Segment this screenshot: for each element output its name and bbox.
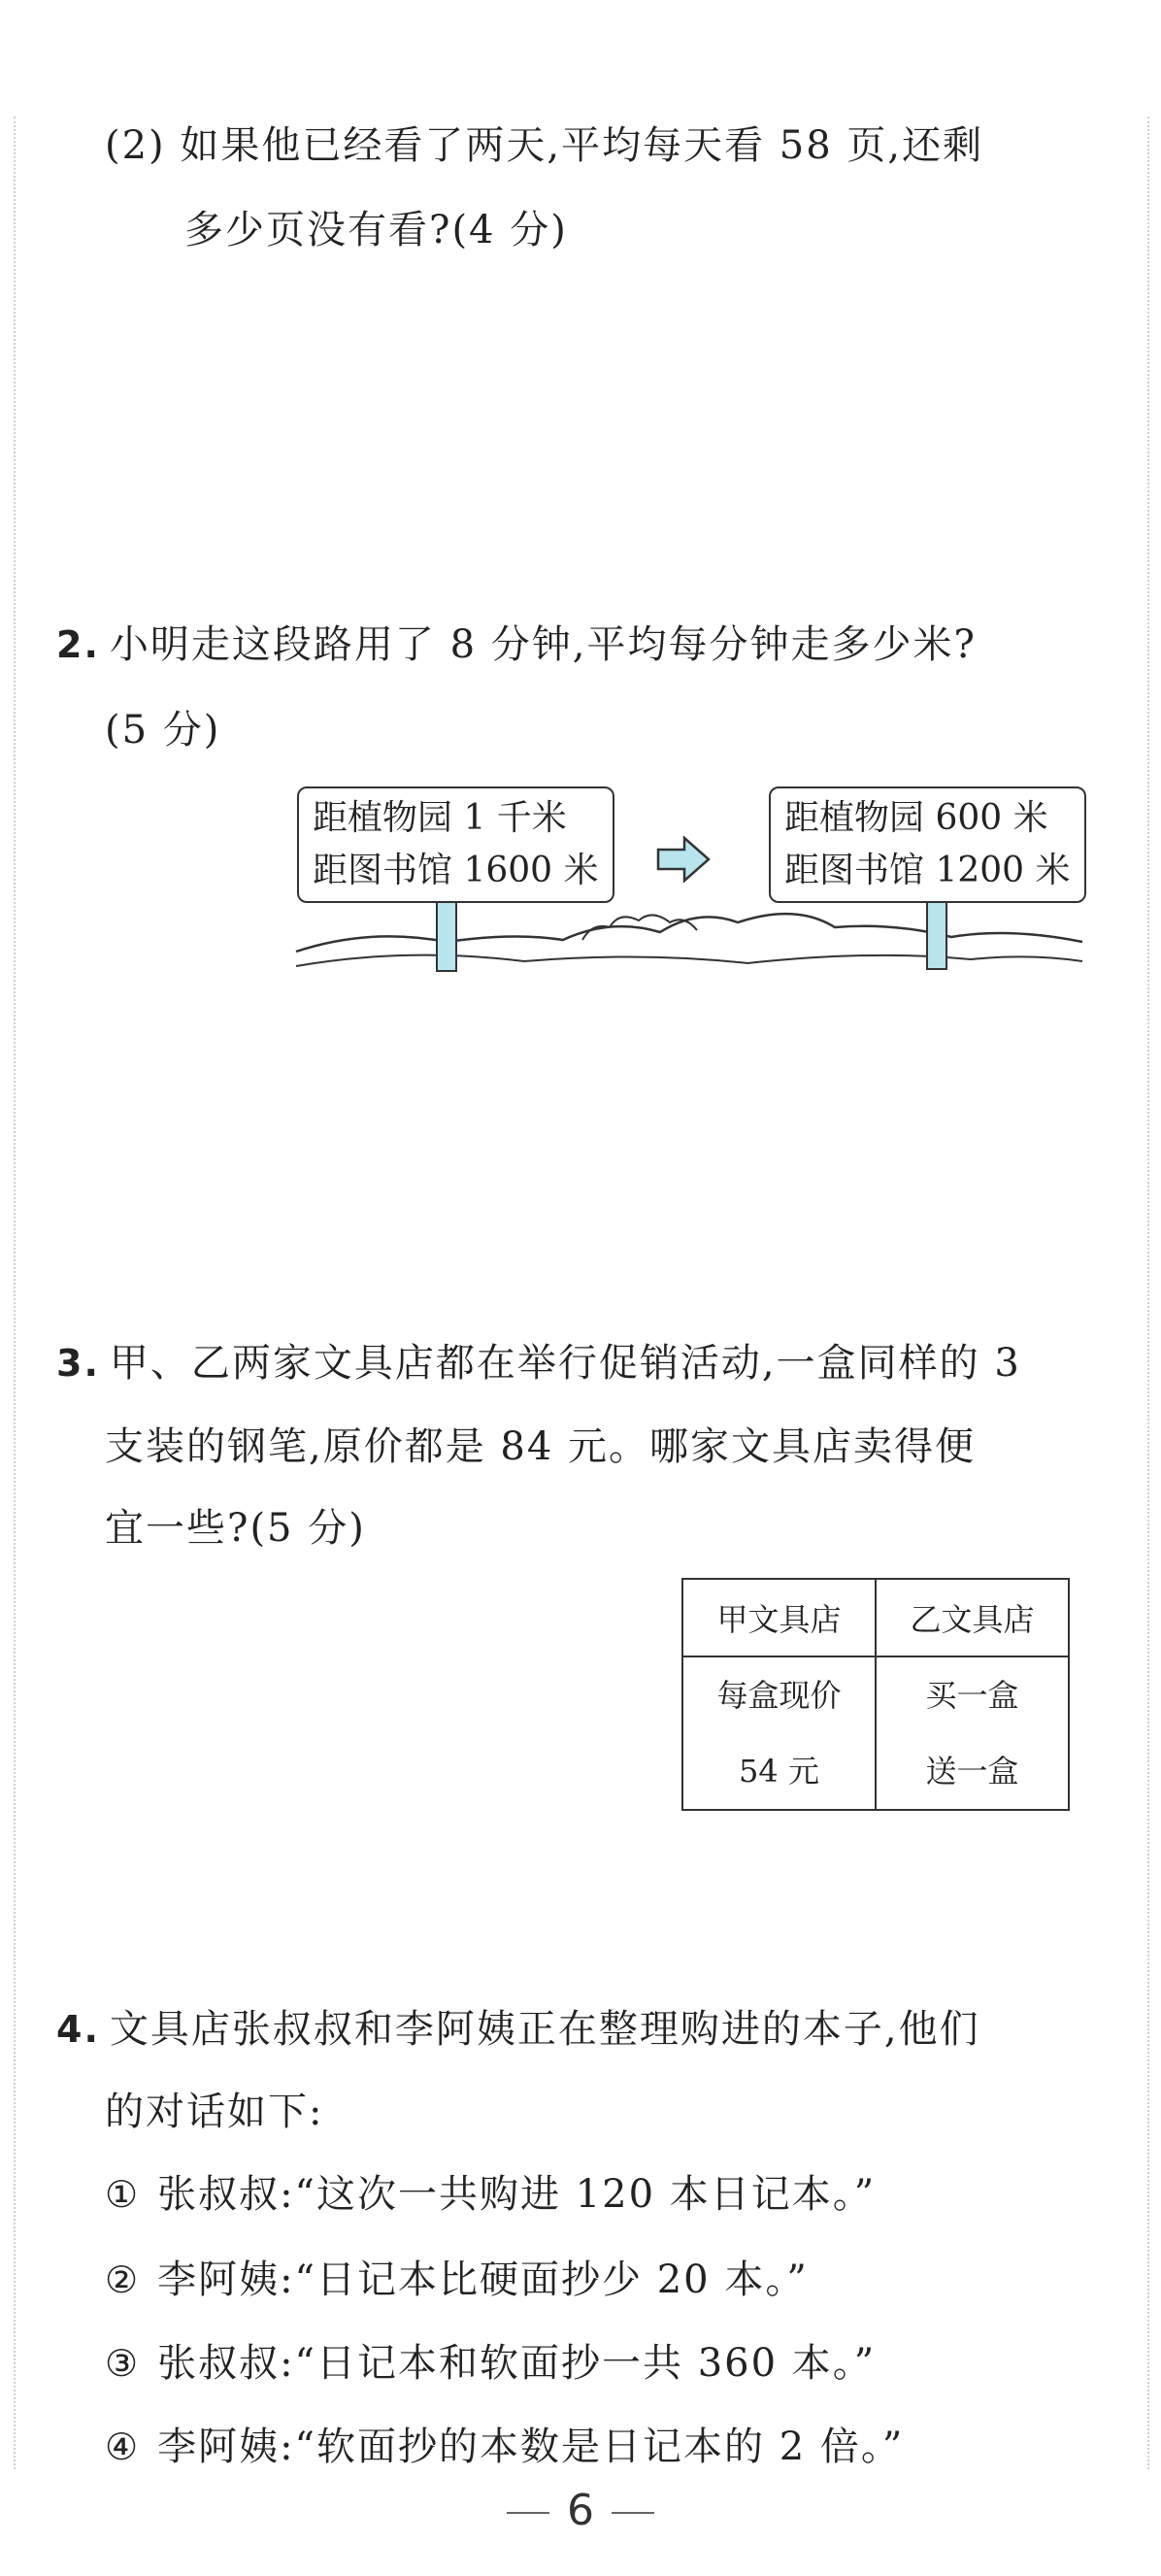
table-header-store-a: 甲文具店 [682,1579,876,1656]
dialogue-text-3: 张叔叔:“日记本和软面抄一共 360 本。” [157,2341,877,2386]
q2-line1 [56,614,977,669]
store-a-offer-line2: 54 元 [739,1753,819,1790]
q4-dialogue-1 [105,2163,876,2219]
table-header-store-b: 乙文具店 [876,1579,1069,1656]
dialogue-mark-4: ④ [105,2425,141,2468]
page-number: 6 [567,2486,594,2535]
store-a-offer-line1: 每盒现价 [716,1677,842,1714]
store-price-table [681,1578,1070,1811]
right-arrow-icon [658,838,709,881]
dialogue-mark-1: ① [105,2173,141,2216]
q4-line2: 的对话如下: [105,2090,324,2134]
q4-text: 文具店张叔叔和李阿姨正在整理购进的本子,他们 [109,2007,980,2052]
dialogue-text-4: 李阿姨:“软面抄的本数是日记本的 2 倍。” [157,2425,905,2469]
q2-number: 2. [56,623,100,666]
q4-dialogue-2 [105,2249,809,2304]
page-margin-left [14,117,16,2469]
dialogue-mark-3: ③ [105,2342,141,2385]
page-margin-right [1147,117,1149,2469]
q2-line2: (5 分) [105,708,221,753]
sign-left-line1: 距植物园 1 千米 [313,798,567,838]
q4-line1 [56,1998,980,2054]
store-b-offer-line2: 送一盒 [925,1753,1019,1790]
q4-number: 4. [56,2008,100,2051]
sign-right-line1: 距植物园 600 米 [784,798,1048,838]
q3-line2: 支装的钢笔,原价都是 84 元。哪家文具店卖得便 [105,1424,977,1469]
dialogue-text-2: 李阿姨:“日记本比硬面抄少 20 本。” [157,2258,809,2302]
q2-text: 小明走这段路用了 8 分钟,平均每分钟走多少米? [109,622,977,667]
sign-left-line2: 距图书馆 1600 米 [313,851,599,890]
q3-number: 3. [56,1342,100,1385]
footer-dash-right [612,2512,654,2514]
q3-line1 [56,1332,1021,1388]
store-b-offer [876,1656,1069,1810]
sign-left [297,786,614,903]
sign-right [769,786,1086,903]
q1-part2-line2: 多少页没有看?(4 分) [184,208,568,252]
q4-dialogue-4 [105,2416,904,2471]
store-b-offer-line1: 买一盒 [925,1677,1019,1714]
dialogue-mark-2: ② [105,2258,141,2301]
q4-dialogue-3 [105,2332,876,2388]
q3-line3: 宜一些?(5 分) [105,1506,366,1551]
road-signs-illustration [291,786,1087,981]
page-footer [0,2486,1161,2535]
dialogue-text-1: 张叔叔:“这次一共购进 120 本日记本。” [157,2172,877,2217]
footer-dash-left [507,2512,549,2514]
q3-text: 甲、乙两家文具店都在举行促销活动,一盒同样的 3 [109,1341,1021,1386]
store-a-offer [682,1656,876,1810]
q1-part2-line1: (2) 如果他已经看了两天,平均每天看 58 页,还剩 [105,123,984,168]
sign-right-line2: 距图书馆 1200 米 [784,851,1071,890]
